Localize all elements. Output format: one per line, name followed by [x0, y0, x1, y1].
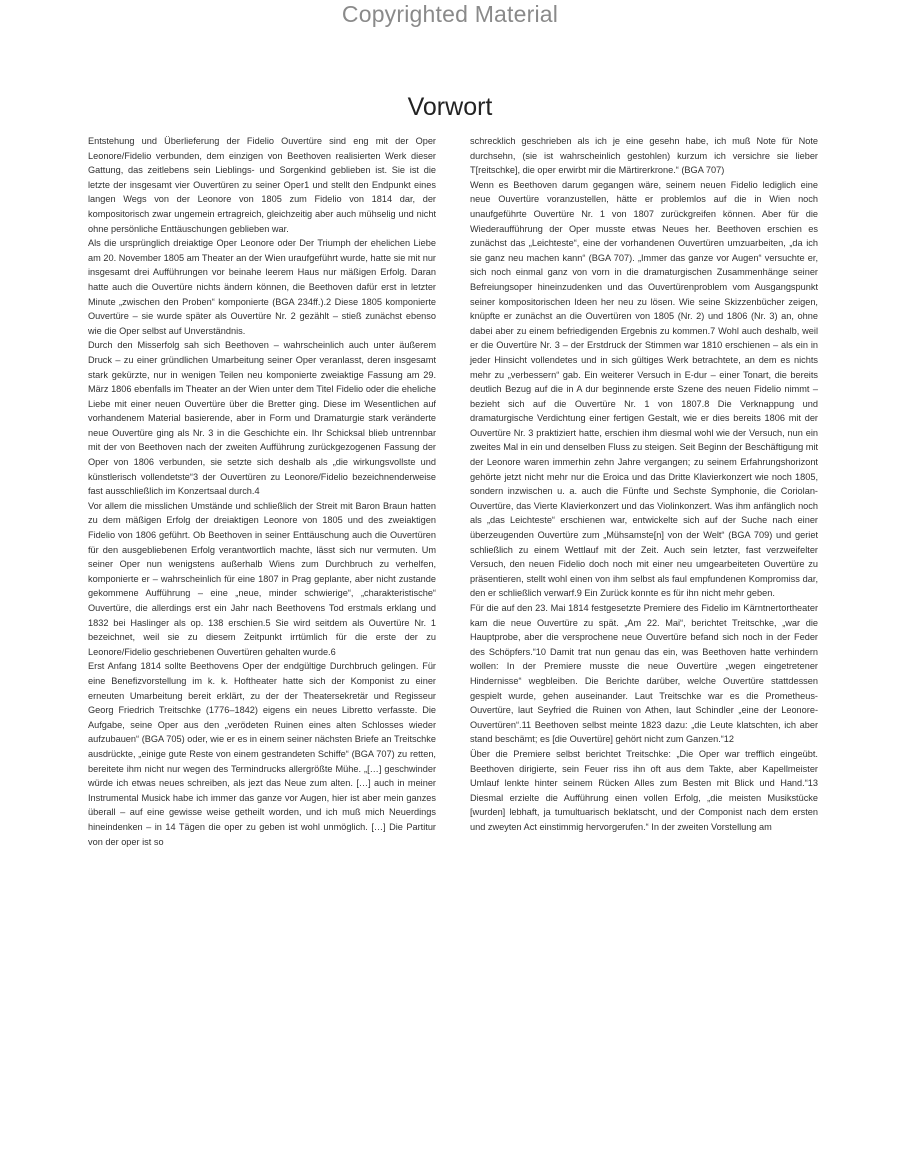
paragraph: Erst Anfang 1814 sollte Beethovens Oper der endgültige Durchbruch gelingen. Für eine Benefizvorstellung im k. k. Hoftheater hatte sich der Komponist zu einer erneuten Umarbeitung bereit erklärt, zu der der Theatersekretär und Regisseur Georg Friedrich Treitschke (1776–1842) eigens ein neues Libretto verfasste. Die Aufgabe, seine Oper aus den „verödeten Ruinen eines alten Schlosses wieder aufzubauen“ (BGA 705) oder, wie er es in einem seiner nächsten Briefe an Treitschke ausdrückte, „einige gute Reste von einem gestrandeten Schiffe“ (BGA 707) zu retten, bereitete ihm nicht nur wegen des Termindrucks allergrößte Mühe. „[…] geschwinder würde ich etwas neues schreiben, als jezt das Neue zum alten. […] auch in meiner Instrumental Musick habe ich immer das ganze vor Augen, hier ist aber mein ganzes überall – auf eine gewisse weise getheilt worden, und ich muß mich Neuerdings hineindenken – in 14 Tägen die oper zu geben ist wohl unmöglich. […] Die Partitur von der oper ist so: [88, 661, 436, 847]
paragraph: schrecklich geschrieben als ich je eine gesehn habe, ich muß Note für Note durchsehn, (sie ist wahrscheinlich gestohlen) kurzum ich versichre sie lieber T[reitschke], die oper erwirbt mir die Märtirerkrone.“ (BGA 707): [470, 136, 818, 176]
copyright-watermark: Copyrighted Material: [341, 1, 559, 27]
paragraph: Durch den Misserfolg sah sich Beethoven – wahrscheinlich auch unter äußerem Druck – zu einer gründlichen Umarbeitung seiner Oper veranlasst, deren insgesamt stark gekürzte, nur in wenigen Teilen neu komponierte zweiaktige Fassung am 29. März 1806 ebenfalls im Theater an der Wien unter dem Titel Fidelio oder die eheliche Liebe mit einer neuen Ouvertüre über die Bretter ging. Diese im Wesentlichen auf vorhandenem Material basierende, aber in Form und Dramaturgie stark veränderte neue Ouvertüre ging als Nr. 3 in die Geschichte ein. Ihr Schicksal blieb untrennbar mit der von Beethoven nach der zweiten Aufführung zurückgezogenen Fassung der Oper von 1806 verbunden, sie setzte sich deshalb als „die wirkungsvollste und künstlerisch vollendetste“3 der Ouvertüren zu Leonore/Fidelio bezeichnenderweise fast ausschließlich im Konzertsaal durch.4: [88, 340, 436, 497]
left-text-column: [88, 134, 436, 849]
paragraph: Wenn es Beethoven darum gegangen wäre, seinem neuen Fidelio lediglich eine neue Ouvertüre voranzustellen, hätte er problemlos auf die in Wien noch unaufgeführte Ouvertüre Nr. 1 von 1807 zurückgreifen können. Aber für die Wiederaufführung der Oper musste etwas Neues her. Beethoven erschien es zunächst das „Leichteste“, eine der vorhandenen Ouvertüren umzuarbeiten, „da ich sie ganz neu machen kann“ (BGA 707). „Immer das ganze vor Augen“ versuchte er, sich noch einmal ganz von vorn in die dramaturgischen Zusammenhänge seiner Befreiungsoper hineinzudenken und das Ouvertürenproblem vom Ausgangspunkt seiner kompositorischen Ideen her neu zu lösen. Wie seine Skizzenbücher zeigen, knüpfte er zunächst an die Ouvertüren von 1805 (Nr. 2) und 1806 (Nr. 3) an, ohne dabei aber zu einem befriedigenden Ergebnis zu kommen.7 Wohl auch deshalb, weil er die Ouvertüre Nr. 3 – der Erstdruck der Stimmen war 1810 erschienen – als ein in jeder Hinsicht vollendetes und in sich gültiges Werk betrachtete, an dem es nichts mehr zu „verbessern“ gab. Ein weiterer Versuch in E-dur – einer Tonart, die bereits deutlich Bezug auf die in A dur beginnende erste Szene des neuen Fidelio nimmt – bezieht sich auf die Ouvertüre Nr. 1 von 1807.8 Die Verknappung und dramaturgische Verdichtung einer fertigen Gestalt, wie er dies bereits 1806 mit der Ouvertüre Nr. 3 praktiziert hatte, erschien ihm diesmal wohl wie der Versuch, nun ein zweites Mal in ein und denselben Fluss zu steigen. Seit Beginn der Beschäftigung mit der Leonore waren immerhin zehn Jahre vergangen; zu seinem Erfahrungshorizont gehörte jetzt nicht mehr nur die Eroica und das Dritte Klavierkonzert wie noch 1805, sondern inzwischen u. a. auch die Fünfte und Sechste Symphonie, die Coriolan-Ouvertüre, das Vierte Klavierkonzert und das Violinkonzert. Was ihm anfänglich noch als „das Leichteste“ erschienen war, entwickelte sich auf der Suche nach einer überzeugenden Ouvertüre zum „Mühsamste[n] von der Welt“ (BGA 709) und geriet schließlich zu einem Wettlauf mit der Zeit. Auch sein letzter, fast verzweifelter Versuch, den neuen Fidelio doch noch mit einer neu umgearbeiteten Ouvertüre zu präsentieren, stellt wohl einen von ihm selbst als faul empfundenen Kompromiss dar, den er schließlich verwarf.9 Ein Zurück konnte es für ihn nicht mehr geben.: [470, 179, 818, 599]
right-text-column: [470, 134, 818, 835]
paragraph: Entstehung und Überlieferung der Fidelio Ouvertüre sind eng mit der Oper Leonore/Fidelio verbunden, dem einzigen von Beethoven realisierten Werk dieser Gattung, das zeitlebens sein Lieblings- und Sorgenkind geblieben ist. Sie ist die letzte der insgesamt vier Ouvertüren zu seiner Oper1 und stellt den Endpunkt eines langen Wegs von der Leonore von 1805 zum Fidelio von 1814 dar, der kompositorisch zwar ungemein ertragreich, gleichzeitig aber auch mühselig und nicht ohne persönliche Enttäuschungen geblieben war.: [88, 136, 436, 234]
paragraph: Als die ursprünglich dreiaktige Oper Leonore oder Der Triumph der ehelichen Liebe am 20. November 1805 am Theater an der Wien uraufgeführt wurde, hatte sie mit nur insgesamt drei Aufführungen vor beinahe leerem Haus nur mäßigen Erfolg. Daran hatte auch die Ouvertüre nichts ändern können, die Beethoven dafür erst in letzter Minute „zwischen den Proben“ komponierte (BGA 234ff.).2 Diese 1805 komponierte Ouvertüre – sie wurde später als Ouvertüre Nr. 2 gezählt – stieß zunächst ebenso wie die Oper selbst auf Unverständnis.: [88, 238, 436, 336]
paragraph: Über die Premiere selbst berichtet Treitschke: „Die Oper war trefflich eingeübt. Beethoven dirigierte, sein Feuer riss ihn oft aus dem Takte, aber Kapellmeister Umlauf lenkte hinter seinem Rücken Alles zum Besten mit Blick und Hand.“13 Diesmal erzielte die Aufführung einen vollen Erfolg, „die meisten Musikstücke [wurden] lebhaft, ja tumultuarisch beklatscht, und der Componist nach dem ersten und zweyten Act einstimmig hervorgerufen.“ In der zweiten Vorstellung am: [470, 748, 818, 832]
paragraph: Für die auf den 23. Mai 1814 festgesetzte Premiere des Fidelio im Kärntnertortheater kam die neue Ouvertüre zu spät. „Am 22. Mai“, berichtet Treitschke, „war die Hauptprobe, aber die versprochene neue Ouvertüre befand sich noch in der Feder des Schöpfers.“10 Damit trat nun genau das ein, was Beethoven hatte verhindern wollen: In der Premiere musste die neue Ouvertüre „wegen eingetretener Hindernisse“ wegbleiben. Die Berichte darüber, welche Ouvertüre stattdessen gespielt wurde, gehen auseinander. Laut Treitschke war es die Prometheus-Ouvertüre, laut Seyfried die Ruinen von Athen, laut Schindler „eine der Leonore-Ouvertüren“.11 Beethoven selbst meinte 1823 dazu: „die Leute klatschten, ich aber stand beschämt; es [die Ouvertüre] gehört nicht zum Ganzen.“12: [470, 603, 818, 745]
paragraph: Vor allem die misslichen Umstände und schließlich der Streit mit Baron Braun hatten zu dem mäßigen Erfolg der dreiaktigen Leonore von 1805 und des zweiaktigen Fidelio von 1806 geführt. Ob Beethoven in seiner Enttäuschung auch die Ouvertüren für den ausgebliebenen Erfolg verantwortlich machte, lässt sich nur vermuten. Um seiner Oper nun wenigstens außerhalb Wiens zum Durchbruch zu verhelfen, komponierte er – wahrscheinlich für eine 1807 in Prag geplante, aber nicht zustande gekommene Aufführung – eine „neue, minder schwierige“, „charakteristische“ Ouvertüre, die allerdings erst ein Jahr nach Beethovens Tod erstmals erklang und 1832 bei Haslinger als op. 138 erschien.5 Sie wird seitdem als Ouvertüre Nr. 1 bezeichnet, weil sie zu diesem Zeitpunkt irrtümlich für die erste der zu Leonore/Fidelio geschriebenen Ouvertüren gehalten wurde.6: [88, 500, 436, 657]
page-title: Vorwort: [407, 93, 493, 121]
